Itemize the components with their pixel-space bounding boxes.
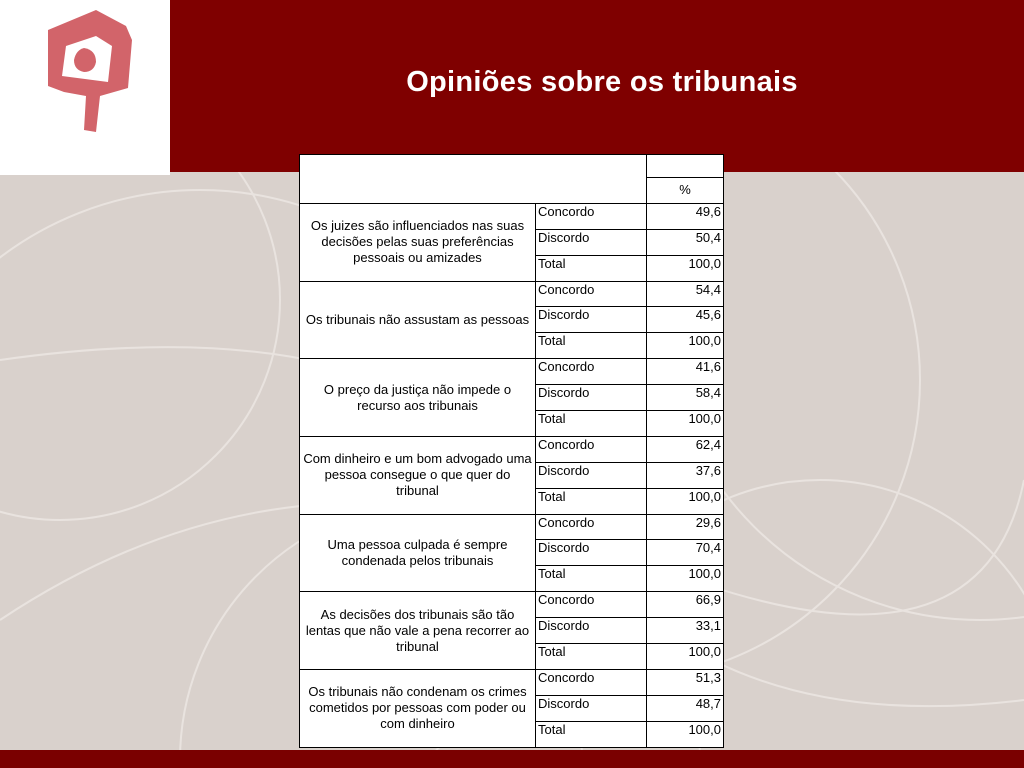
answer-cell: Discordo — [536, 385, 647, 411]
percent-cell: 54,4 — [647, 281, 724, 307]
percent-cell: 100,0 — [647, 411, 724, 437]
answer-cell: Concordo — [536, 669, 647, 695]
percent-cell: 37,6 — [647, 462, 724, 488]
percent-cell: 51,3 — [647, 669, 724, 695]
header-blank-cell — [300, 155, 647, 204]
percent-cell: 29,6 — [647, 514, 724, 540]
question-cell: O preço da justiça não impede o recurso aos tribunais — [300, 359, 536, 437]
table-row — [300, 514, 724, 540]
opinions-table — [299, 154, 724, 748]
answer-cell: Discordo — [536, 695, 647, 721]
percent-header: % — [647, 178, 724, 204]
question-cell: Com dinheiro e um bom advogado uma pessoa consegue o que quer do tribunal — [300, 436, 536, 514]
answer-cell: Concordo — [536, 359, 647, 385]
percent-cell: 49,6 — [647, 203, 724, 229]
table-row — [300, 436, 724, 462]
percent-cell: 100,0 — [647, 333, 724, 359]
question-cell: Uma pessoa culpada é sempre condenada pelos tribunais — [300, 514, 536, 592]
answer-cell: Concordo — [536, 203, 647, 229]
header-empty-cell — [647, 155, 724, 178]
answer-cell: Total — [536, 255, 647, 281]
question-cell: As decisões dos tribunais são tão lentas que não vale a pena recorrer ao tribunal — [300, 592, 536, 670]
answer-cell: Discordo — [536, 540, 647, 566]
question-cell: Os tribunais não condenam os crimes cometidos por pessoas com poder ou com dinheiro — [300, 669, 536, 747]
answer-cell: Concordo — [536, 281, 647, 307]
percent-cell: 100,0 — [647, 566, 724, 592]
footer-band — [0, 750, 1024, 768]
answer-cell: Concordo — [536, 436, 647, 462]
question-cell: Os juizes são influenciados nas suas decisões pelas suas preferências pessoais ou amizades — [300, 203, 536, 281]
percent-cell: 58,4 — [647, 385, 724, 411]
answer-cell: Total — [536, 566, 647, 592]
percent-cell: 41,6 — [647, 359, 724, 385]
percent-cell: 100,0 — [647, 488, 724, 514]
answer-cell: Total — [536, 411, 647, 437]
logo-area — [0, 0, 170, 175]
answer-cell: Concordo — [536, 514, 647, 540]
answer-cell: Total — [536, 721, 647, 747]
percent-cell: 70,4 — [647, 540, 724, 566]
percent-cell: 45,6 — [647, 307, 724, 333]
answer-cell: Total — [536, 488, 647, 514]
table-row — [300, 669, 724, 695]
table-row — [300, 281, 724, 307]
percent-cell: 62,4 — [647, 436, 724, 462]
page-title: Opiniões sobre os tribunais — [406, 66, 798, 98]
percent-cell: 66,9 — [647, 592, 724, 618]
answer-cell: Discordo — [536, 307, 647, 333]
percent-cell: 100,0 — [647, 644, 724, 670]
answer-cell: Total — [536, 333, 647, 359]
table-row — [300, 359, 724, 385]
answer-cell: Discordo — [536, 618, 647, 644]
answer-cell: Discordo — [536, 229, 647, 255]
percent-cell: 48,7 — [647, 695, 724, 721]
percent-cell: 100,0 — [647, 721, 724, 747]
percent-cell: 33,1 — [647, 618, 724, 644]
header-row-top — [300, 155, 724, 178]
answer-cell: Concordo — [536, 592, 647, 618]
table-row — [300, 203, 724, 229]
house-figure-logo-icon — [0, 0, 170, 175]
answer-cell: Discordo — [536, 462, 647, 488]
question-cell: Os tribunais não assustam as pessoas — [300, 281, 536, 359]
percent-cell: 50,4 — [647, 229, 724, 255]
percent-cell: 100,0 — [647, 255, 724, 281]
table-row — [300, 592, 724, 618]
answer-cell: Total — [536, 644, 647, 670]
